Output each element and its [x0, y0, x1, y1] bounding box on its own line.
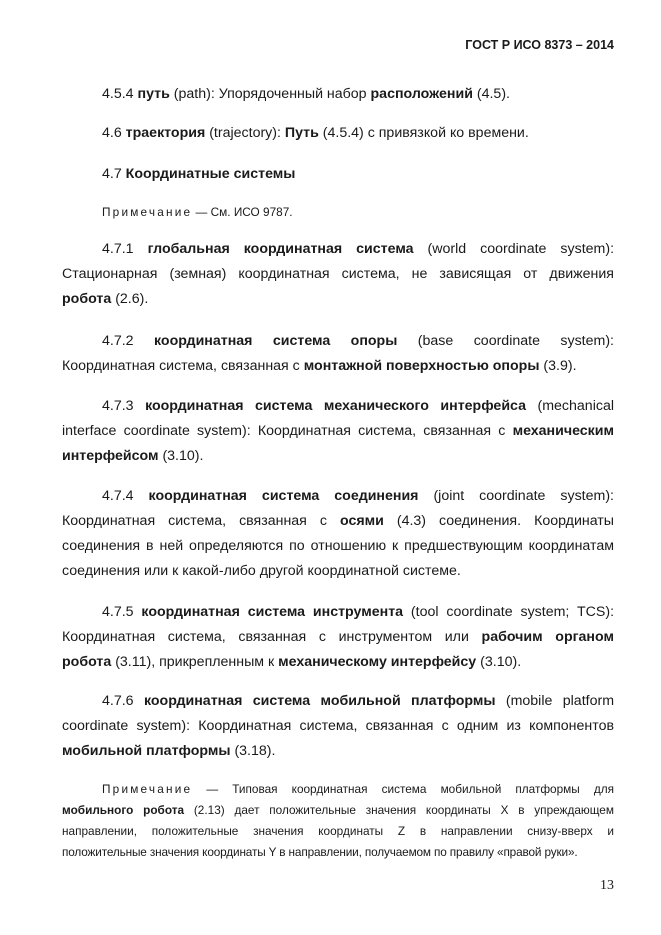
note-label: Примечание — [102, 205, 193, 219]
clause-4-5-4: 4.5.4 путь (path): Упорядоченный набор расположений (4.5). — [102, 86, 510, 102]
clause-4-7-4: 4.7.4 координатная система соединения (joint coordinate system): Координатная система, связанная с осями (4.3) соединения. Координаты соединения в ней определяются по отношению к предшествующим координатам соединения или к какой-либо другой координатной системе. — [62, 488, 614, 579]
term: путь — [137, 86, 170, 102]
term-ref: Путь — [284, 125, 319, 141]
clause-4-7-2: 4.7.2 координатная система опоры (base coordinate system): Координатная система, связанная с монтажной поверхностью опоры (3.9). — [62, 333, 614, 374]
clause-4-7-6: 4.7.6 координатная система мобильной платформы (mobile platform coordinate system): Координатная система, связанная с одним из компонентов мобильной платформы (3.18). — [62, 693, 615, 759]
page-number: 13 — [600, 878, 614, 893]
document-header: ГОСТ Р ИСО 8373 – 2014 — [465, 38, 614, 52]
note-1: Примечание — См. ИСО 9787. — [102, 205, 293, 219]
clause-4-7-1: 4.7.1 глобальная координатная система (world coordinate system): Стационарная (земная) координатная система, не зависящая от движения робота (2.6). — [62, 241, 615, 307]
clause-4-6: 4.6 траектория (trajectory): Путь (4.5.4) с привязкой ко времени. — [102, 125, 529, 141]
term: траектория — [125, 125, 206, 141]
section-title: Координатные системы — [125, 166, 296, 182]
term-ref: расположений — [370, 86, 473, 102]
clause-4-7-5: 4.7.5 координатная система инструмента (tool coordinate system; TCS): Координатная система, связанная с инструментом или рабочим органом робота (3.11), прикрепленным к механическому интерфейсу (3.10). — [62, 604, 615, 670]
note-2: Примечание — Типовая координатная система мобильной платформы для мобильного робота (2.13) дает положительные значения координаты X в упреждающем направлении, положительные значения координаты Z в направлении снизу-вверх и положительные значения координаты Y в направлении, получаемом по правилу «правой руки». — [62, 782, 614, 859]
note-label: Примечание — [102, 782, 193, 796]
clause-4-7-heading: 4.7 Координатные системы — [102, 166, 296, 182]
clause-4-7-3: 4.7.3 координатная система механического интерфейса (mechanical interface coordinate system): Координатная система, связанная с механическим интерфейсом (3.10). — [62, 398, 614, 464]
